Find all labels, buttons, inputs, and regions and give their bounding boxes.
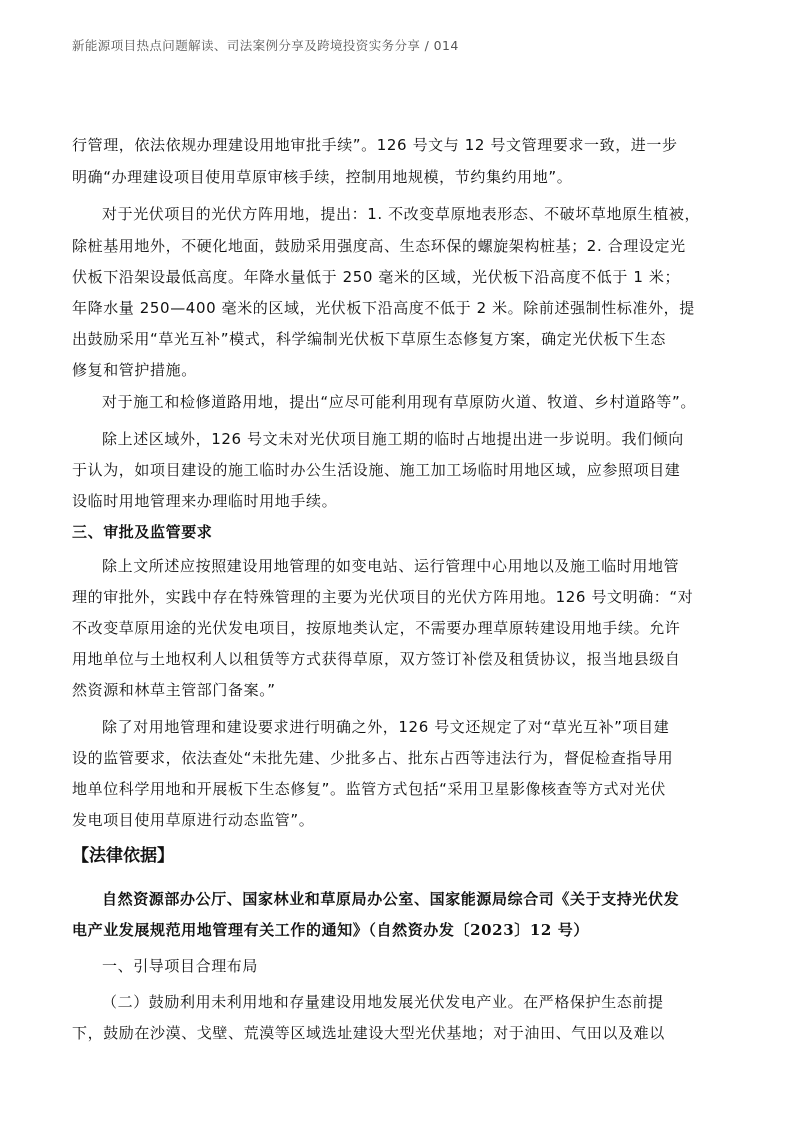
paragraph-line: 修复和管护措施。 [72, 361, 197, 379]
paragraph-line: 年降水量 250—400 毫米的区域，光伏板下沿高度不低于 2 米。除前述强制性标准外，提 [72, 299, 695, 317]
legal-paragraph-line: 下，鼓励在沙漠、戈壁、荒漠等区域选址建设大型光伏基地；对于油田、气田以及难以 [72, 1024, 665, 1042]
paragraph-line: 设临时用地管理来办理临时用地手续。 [72, 492, 338, 510]
paragraph-line: 然资源和林草主管部门备案。” [72, 681, 276, 699]
paragraph-line: 地单位科学用地和开展板下生态修复”。监管方式包括“采用卫星影像核查等方式对光伏 [72, 780, 666, 798]
paragraph-line: 除上述区域外，126 号文未对光伏项目施工期的临时占地提出进一步说明。我们倾向 [102, 430, 684, 448]
legal-basis-title: 【法律依据】 [72, 846, 174, 866]
paragraph-line: 理的审批外，实践中存在特殊管理的主要为光伏项目的光伏方阵用地。126 号文明确：“对 [72, 588, 694, 606]
paragraph-line: 发电项目使用草原进行动态监管”。 [72, 811, 315, 829]
paragraph-line: 于认为，如项目建设的施工临时办公生活设施、施工加工场临时用地区域，应参照项目建 [72, 461, 681, 479]
paragraph-line: 用地单位与土地权利人以租赁等方式获得草原，双方签订补偿及租赁协议，报当地县级自 [72, 650, 681, 668]
paragraph-line: 除上文所述应按照建设用地管理的如变电站、运行管理中心用地以及施工临时用地管 [102, 557, 680, 575]
paragraph-line: 对于光伏项目的光伏方阵用地，提出：1. 不改变草原地表形态、不破坏草地原生植被， [102, 205, 701, 223]
paragraph-line: 伏板下沿架设最低高度。年降水量低于 250 毫米的区域，光伏板下沿高度不低于 1 米； [72, 268, 681, 286]
legal-doc-title-line: 自然资源部办公厅、国家林业和草原局办公室、国家能源局综合司《关于支持光伏发 [102, 890, 680, 908]
legal-doc-title-line: 电产业发展规范用地管理有关工作的通知》（自然资办发〔2023〕12 号） [72, 921, 589, 939]
page-header: 新能源项目热点问题解读、司法案例分享及跨境投资实务分享 / 014 [72, 38, 459, 53]
legal-section-heading: 一、引导项目合理布局 [102, 957, 259, 975]
paragraph-line: 对于施工和检修道路用地，提出“应尽可能利用现有草原防火道、牧道、乡村道路等”。 [102, 393, 696, 411]
paragraph-line: 行管理，依法依规办理建设用地审批手续”。126 号文与 12 号文管理要求一致，进一步 [72, 136, 678, 154]
legal-paragraph-line: （二）鼓励利用未利用地和存量建设用地发展光伏发电产业。在严格保护生态前提 [102, 993, 664, 1011]
paragraph-line: 除桩基用地外，不硬化地面，鼓励采用强度高、生态环保的螺旋架构桩基；2. 合理设定光 [72, 237, 686, 255]
paragraph-line: 明确“办理建设项目使用草原审核手续，控制用地规模，节约集约用地”。 [72, 168, 573, 186]
paragraph-line: 不改变草原用途的光伏发电项目，按原地类认定，不需要办理草原转建设用地手续。允许 [72, 619, 681, 637]
paragraph-line: 出鼓励采用“草光互补”模式，科学编制光伏板下草原生态修复方案，确定光伏板下生态 [72, 330, 666, 348]
section-heading: 三、审批及监管要求 [72, 523, 213, 541]
paragraph-line: 除了对用地管理和建设要求进行明确之外，126 号文还规定了对“草光互补”项目建 [102, 718, 670, 736]
paragraph-line: 设的监管要求，依法查处“未批先建、少批多占、批东占西等违法行为，督促检查指导用 [72, 749, 674, 767]
